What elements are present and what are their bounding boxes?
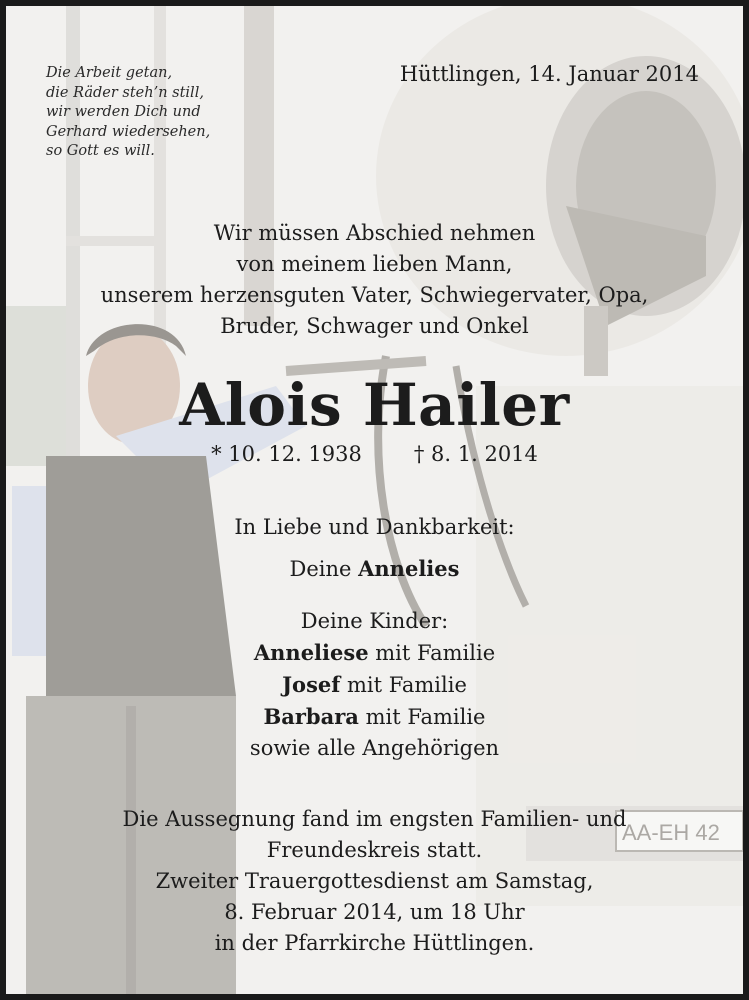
gratitude-line: In Liebe und Dankbarkeit: xyxy=(234,515,515,539)
child-suffix: mit Familie xyxy=(340,673,467,697)
intro-line: von meinem lieben Mann, xyxy=(236,252,513,276)
poem-line: die Räder steh’n still, xyxy=(46,84,204,101)
place-date: Hüttlingen, 14. Januar 2014 xyxy=(399,62,699,86)
intro-line: Bruder, Schwager und Onkel xyxy=(220,314,529,338)
life-dates xyxy=(6,442,743,466)
notice-line: Zweiter Trauergottesdienst am Samstag, xyxy=(155,869,594,893)
birth-date: * 10. 12. 1938 xyxy=(211,442,362,466)
spouse-prefix: Deine xyxy=(289,557,359,581)
relatives-line: sowie alle Angehörigen xyxy=(249,736,500,760)
spouse-block xyxy=(6,512,743,585)
poem xyxy=(46,64,210,162)
notice-line: in der Pfarrkirche Hüttlingen. xyxy=(214,931,535,955)
deceased-name: Alois Hailer xyxy=(179,371,570,439)
poem-line: so Gott es will. xyxy=(46,143,155,159)
children-block xyxy=(6,606,743,764)
notice-line: 8. Februar 2014, um 18 Uhr xyxy=(224,900,525,924)
service-notice xyxy=(6,804,743,959)
intro-line: unserem herzensguten Vater, Schwiegervater, Opa, xyxy=(100,283,649,307)
intro-line: Wir müssen Abschied nehmen xyxy=(213,221,536,245)
spouse-name: Annelies xyxy=(358,556,460,581)
child-line xyxy=(6,637,743,669)
intro-text xyxy=(6,218,743,342)
child-name: Anneliese xyxy=(253,640,369,665)
child-name: Barbara xyxy=(263,704,359,729)
poem-line: wir werden Dich und xyxy=(46,104,201,120)
notice-line: Die Aussegnung fand im engsten Familien- und xyxy=(122,807,627,831)
death-date: † 8. 1. 2014 xyxy=(413,442,538,466)
license-plate-text: AA-EH 42 xyxy=(622,820,720,845)
notice-line: Freundeskreis statt. xyxy=(266,838,483,862)
poem-line: Gerhard wiedersehen, xyxy=(46,123,211,140)
child-suffix: mit Familie xyxy=(368,641,496,665)
poem-line: Die Arbeit getan, xyxy=(46,65,173,81)
children-heading: Deine Kinder: xyxy=(300,609,449,633)
child-name: Josef xyxy=(282,672,341,697)
child-line xyxy=(6,701,743,733)
spouse-line xyxy=(6,553,743,585)
child-line xyxy=(6,669,743,701)
child-suffix: mit Familie xyxy=(358,705,486,729)
